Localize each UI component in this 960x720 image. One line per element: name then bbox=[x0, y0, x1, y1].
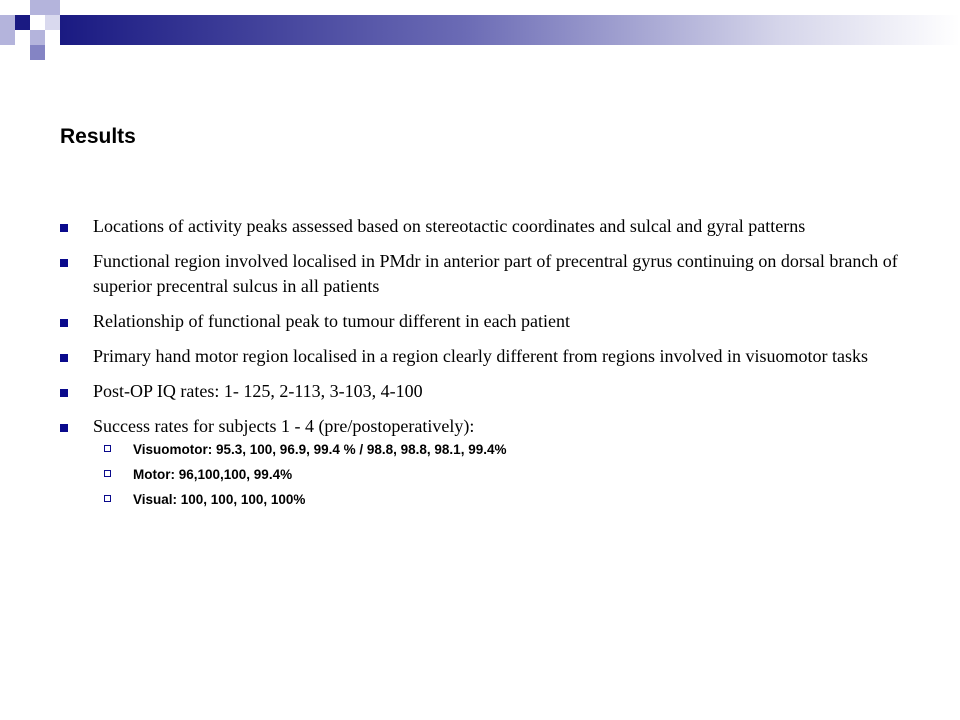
bullet-text: Success rates for subjects 1 - 4 (pre/postoperatively): bbox=[93, 416, 475, 436]
bullet-text: Post-OP IQ rates: 1- 125, 2-113, 3-103, 4-100 bbox=[93, 381, 423, 401]
sub-bullet-item bbox=[93, 491, 953, 508]
slide-content bbox=[60, 214, 920, 518]
deco-square-dark bbox=[15, 15, 30, 30]
bullet-list bbox=[60, 214, 920, 508]
square-bullet-icon bbox=[60, 389, 68, 397]
slide-title: Results bbox=[60, 125, 136, 148]
square-bullet-icon bbox=[60, 354, 68, 362]
sub-bullet-text: Visuomotor: 95.3, 100, 96.9, 99.4 % / 98.8, 98.8, 98.1, 99.4% bbox=[133, 442, 507, 457]
bullet-item bbox=[60, 309, 920, 334]
bullet-text: Locations of activity peaks assessed based on stereotactic coordinates and sulcal and gyral patterns bbox=[93, 216, 806, 236]
bullet-item bbox=[60, 344, 920, 369]
bullet-text: Functional region involved localised in PMdr in anterior part of precentral gyrus continuing on dorsal branch of superior precentral sulcus in all patients bbox=[93, 251, 898, 296]
square-bullet-icon bbox=[60, 424, 68, 432]
sub-bullet-list bbox=[93, 441, 920, 508]
deco-square-light bbox=[0, 15, 15, 30]
deco-square-mid bbox=[30, 45, 45, 60]
square-bullet-icon bbox=[60, 319, 68, 327]
hollow-square-bullet-icon bbox=[104, 445, 111, 452]
sub-bullet-text: Motor: 96,100,100, 99.4% bbox=[133, 467, 293, 482]
bullet-text: Relationship of functional peak to tumour different in each patient bbox=[93, 311, 571, 331]
bullet-item bbox=[60, 414, 920, 508]
hollow-square-bullet-icon bbox=[104, 495, 111, 502]
sub-bullet-item bbox=[93, 466, 953, 483]
header-decoration bbox=[0, 0, 960, 60]
square-bullet-icon bbox=[60, 224, 68, 232]
sub-bullet-text: Visual: 100, 100, 100, 100% bbox=[133, 492, 306, 507]
sub-bullet-item bbox=[93, 441, 953, 458]
deco-square-light bbox=[30, 30, 45, 45]
deco-square-light bbox=[45, 0, 60, 15]
deco-square-light bbox=[30, 0, 45, 15]
bullet-text: Primary hand motor region localised in a region clearly different from regions involved in visuomotor tasks bbox=[93, 346, 868, 366]
deco-square-light bbox=[0, 30, 15, 45]
bullet-item bbox=[60, 379, 920, 404]
bullet-item bbox=[60, 214, 920, 239]
deco-square-mid bbox=[45, 15, 60, 30]
hollow-square-bullet-icon bbox=[104, 470, 111, 477]
square-bullet-icon bbox=[60, 259, 68, 267]
header-gradient-bar bbox=[60, 15, 960, 45]
bullet-item bbox=[60, 249, 920, 299]
